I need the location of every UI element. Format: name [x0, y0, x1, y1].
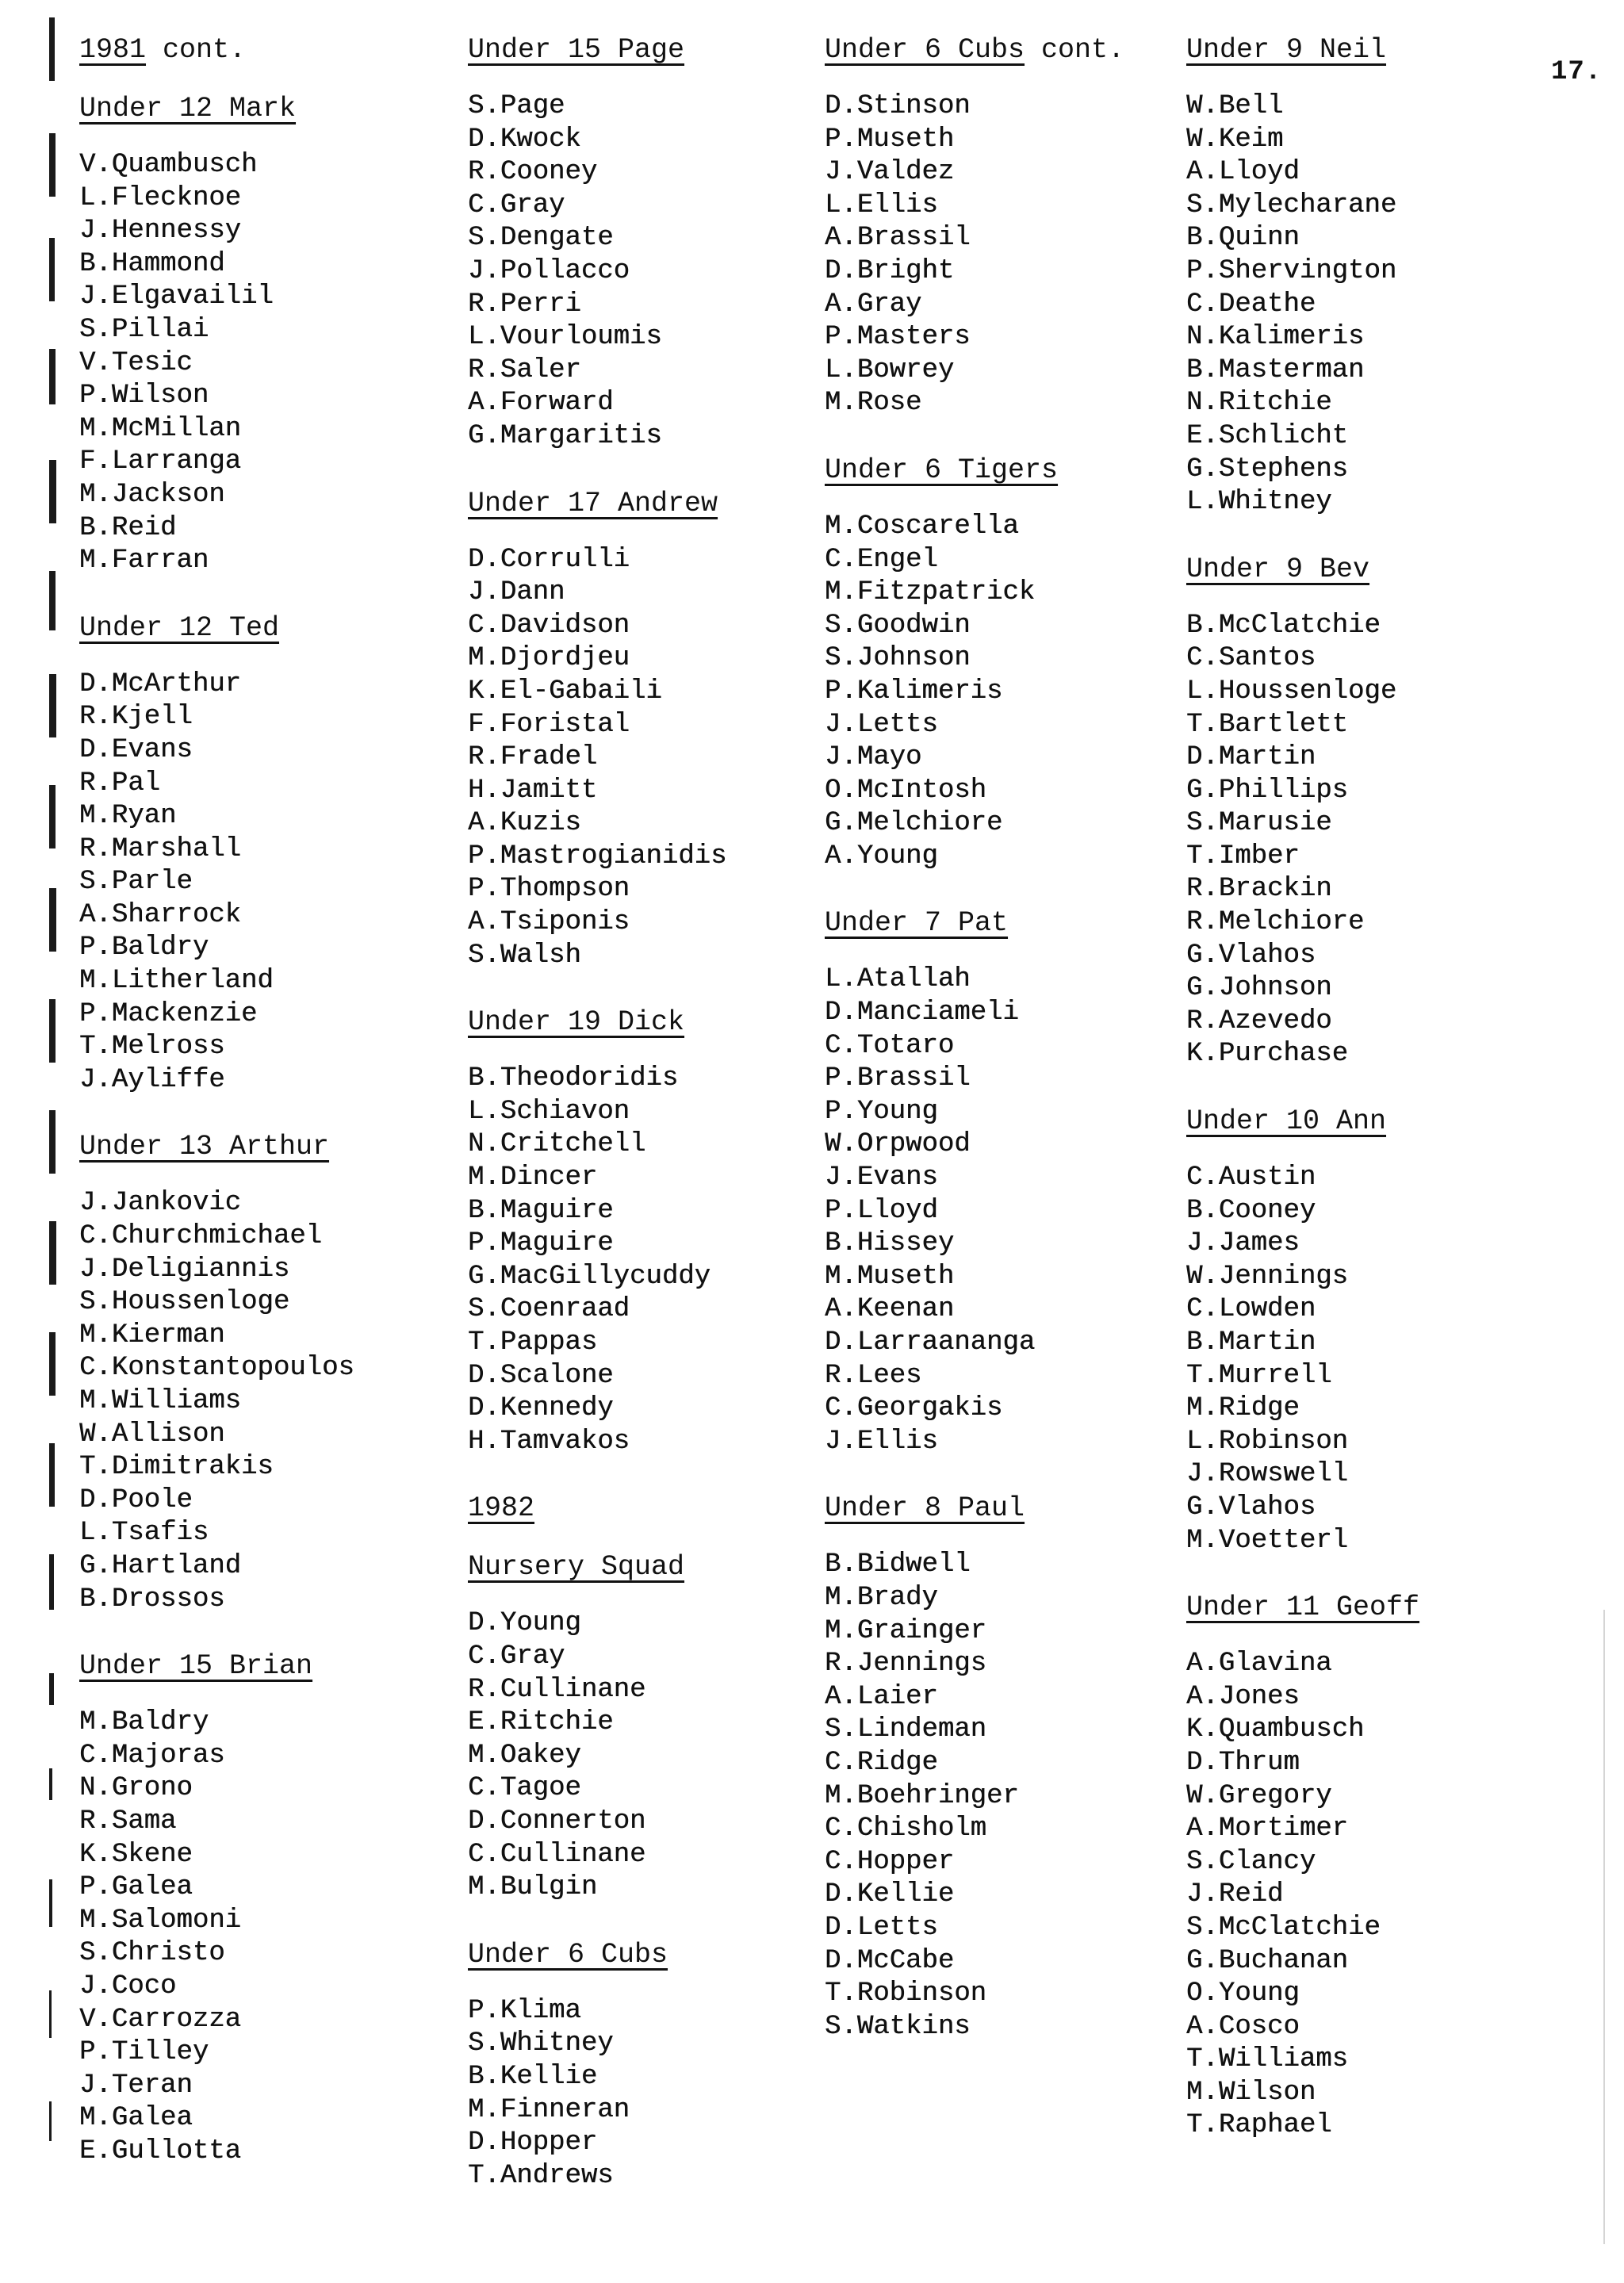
player-name: D.Thrum	[1186, 1747, 1300, 1778]
player-name: C.Santos	[1186, 643, 1316, 674]
player-list	[468, 544, 817, 973]
player-name: E.Gullotta	[79, 2136, 242, 2166]
player-name: W.Keim	[1186, 124, 1284, 155]
player-name: J.Jankovic	[79, 1188, 242, 1219]
player-name: R.Saler	[468, 354, 581, 385]
player-name: B.Theodoridis	[468, 1063, 679, 1094]
player-name: M.Bulgin	[468, 1872, 598, 1903]
player-name: E.Schlicht	[1186, 420, 1349, 451]
player-name: C.Austin	[1186, 1163, 1316, 1193]
player-name: J.Reid	[1186, 1879, 1284, 1910]
section-heading	[468, 32, 817, 68]
section-heading	[825, 1490, 1174, 1526]
player-name: W.Gregory	[1186, 1780, 1332, 1811]
player-list	[79, 1187, 428, 1616]
player-name: T.Raphael	[1186, 2110, 1332, 2141]
section-heading	[825, 905, 1174, 941]
roster-section	[825, 452, 1174, 874]
player-name: R.Cullinane	[468, 1674, 646, 1705]
section-heading	[468, 1004, 817, 1040]
player-list	[1186, 90, 1535, 519]
player-name: D.Hopper	[468, 2128, 598, 2159]
player-name: P.Mastrogianidis	[468, 841, 727, 871]
roster-section	[79, 32, 428, 68]
player-name: L.Vourloumis	[468, 322, 662, 353]
player-name: H.Jamitt	[468, 775, 598, 806]
player-name: L.Atallah	[825, 964, 971, 995]
player-name: P.Lloyd	[825, 1195, 938, 1226]
player-list	[825, 1549, 1174, 2044]
player-name: C.Gray	[468, 190, 565, 220]
roster-section	[1186, 32, 1535, 519]
section-heading	[468, 1490, 817, 1526]
player-name: J.Coco	[79, 1971, 177, 2001]
player-name: D.Larraananga	[825, 1327, 1036, 1358]
section-heading-text: 1981	[79, 34, 147, 66]
section-heading-text: Under 6 Cubs	[825, 34, 1025, 66]
player-list	[825, 511, 1174, 874]
player-name: J.Deligiannis	[79, 1254, 290, 1285]
player-name: M.Grainger	[825, 1615, 987, 1646]
player-name: L.Tsafis	[79, 1518, 209, 1549]
player-name: C.Totaro	[825, 1030, 955, 1061]
roster-section	[79, 90, 428, 578]
player-name: M.Ridge	[1186, 1393, 1300, 1424]
player-name: N.Kalimeris	[1186, 322, 1365, 353]
player-name: N.Critchell	[468, 1129, 646, 1160]
player-list	[468, 1607, 817, 1904]
player-name: A.Forward	[468, 388, 614, 419]
player-name: B.McClatchie	[1186, 610, 1381, 641]
player-name: L.Houssenloge	[1186, 676, 1397, 707]
player-name: K.Skene	[79, 1839, 193, 1870]
section-heading-suffix: cont.	[1025, 34, 1125, 66]
player-name: M.Brady	[825, 1582, 938, 1613]
player-name: O.Young	[1186, 1978, 1300, 2009]
player-name: G.Stephens	[1186, 454, 1349, 485]
section-heading	[1186, 32, 1535, 68]
player-name: M.Oakey	[468, 1740, 581, 1771]
roster-section	[1186, 551, 1535, 1071]
player-name: A.Mortimer	[1186, 1814, 1349, 1844]
player-name: D.Young	[468, 1608, 581, 1639]
player-name: J.Dann	[468, 577, 565, 608]
player-list	[468, 1063, 817, 1458]
player-name: P.Shervington	[1186, 255, 1397, 286]
player-name: L.Flecknoe	[79, 182, 242, 213]
player-name: S.Walsh	[468, 940, 581, 971]
player-name: C.Gray	[468, 1641, 565, 1672]
player-name: D.Kellie	[825, 1879, 955, 1910]
player-name: M.Boehringer	[825, 1780, 1019, 1811]
player-name: S.Johnson	[825, 643, 971, 674]
roster-column-2	[468, 32, 817, 2224]
player-name: A.Jones	[1186, 1681, 1300, 1712]
player-name: J.Valdez	[825, 157, 955, 188]
player-name: J.Elgavailil	[79, 282, 274, 312]
player-name: M.Djordjeu	[468, 643, 630, 674]
player-name: A.Sharrock	[79, 899, 242, 930]
player-name: R.Kjell	[79, 702, 193, 733]
player-name: B.Kellie	[468, 2061, 598, 2092]
page-number: 17.	[1551, 57, 1603, 87]
player-name: G.Melchiore	[825, 808, 1003, 839]
player-name: A.Cosco	[1186, 2011, 1300, 2042]
player-name: R.Perri	[468, 289, 581, 320]
player-name: G.Buchanan	[1186, 1945, 1349, 1976]
player-name: D.Stinson	[825, 91, 971, 121]
player-name: J.Ellis	[825, 1426, 938, 1457]
player-name: L.Bowrey	[825, 354, 955, 385]
section-heading-text: Under 10 Ann	[1186, 1105, 1387, 1138]
player-name: C.Lowden	[1186, 1294, 1316, 1325]
player-name: P.Brassil	[825, 1063, 971, 1094]
player-list	[1186, 1162, 1535, 1557]
player-name: S.Goodwin	[825, 610, 971, 641]
section-heading-text: Under 12 Mark	[79, 93, 297, 124]
section-heading-text: Under 6 Tigers	[825, 454, 1059, 486]
player-name: J.Pollacco	[468, 255, 630, 286]
player-name: M.Finneran	[468, 2094, 630, 2125]
player-name: K.Quambusch	[1186, 1714, 1365, 1745]
player-name: C.Tagoe	[468, 1773, 581, 1804]
player-name: M.Fitzpatrick	[825, 577, 1036, 608]
player-name: D.McCabe	[825, 1945, 955, 1976]
player-name: W.Allison	[79, 1419, 225, 1450]
player-name: T.Andrews	[468, 2160, 614, 2191]
player-name: P.Thompson	[468, 874, 630, 905]
player-name: S.McClatchie	[1186, 1912, 1381, 1943]
section-heading-text: Nursery Squad	[468, 1551, 685, 1584]
player-name: S.Watkins	[825, 2011, 971, 2042]
player-name: D.Evans	[79, 734, 193, 765]
player-name: M.Jackson	[79, 479, 225, 510]
player-name: D.Kwock	[468, 124, 581, 155]
player-name: G.Phillips	[1186, 775, 1349, 806]
player-name: L.Schiavon	[468, 1096, 630, 1127]
player-name: R.Fradel	[468, 742, 598, 773]
player-name: M.Dincer	[468, 1163, 598, 1193]
section-heading-text: Under 15 Brian	[79, 1650, 313, 1683]
section-heading-text: Under 12 Ted	[79, 611, 280, 644]
player-name: R.Azevedo	[1186, 1006, 1332, 1036]
player-name: C.Ridge	[825, 1747, 938, 1778]
player-name: P.Kalimeris	[825, 676, 1003, 707]
player-name: A.Laier	[825, 1681, 938, 1712]
player-name: C.Konstantopoulos	[79, 1353, 354, 1384]
player-name: M.Williams	[79, 1386, 242, 1416]
player-name: T.Imber	[1186, 841, 1300, 871]
player-name: D.Scalone	[468, 1360, 614, 1391]
player-name: N.Grono	[79, 1773, 193, 1804]
player-name: M.Wilson	[1186, 2077, 1316, 2108]
player-name: M.Voetterl	[1186, 1525, 1349, 1556]
section-heading-text: Under 15 Page	[468, 34, 685, 66]
player-name: E.Ritchie	[468, 1707, 614, 1738]
binding-hole-marks	[0, 0, 71, 2283]
player-name: D.Bright	[825, 255, 955, 286]
section-heading	[79, 90, 428, 127]
player-name: A.Lloyd	[1186, 157, 1300, 188]
player-name: V.Quambusch	[79, 150, 258, 180]
player-name: C.Hopper	[825, 1846, 955, 1877]
player-name: D.Kennedy	[468, 1393, 614, 1424]
player-name: T.Dimitrakis	[79, 1452, 274, 1483]
player-name: R.Sama	[79, 1806, 177, 1837]
player-name: D.Letts	[825, 1912, 938, 1943]
player-name: S.Coenraad	[468, 1294, 630, 1325]
player-name: R.Cooney	[468, 157, 598, 188]
player-name: D.Corrulli	[468, 544, 630, 575]
roster-section	[468, 1936, 817, 2193]
roster-section	[79, 1128, 428, 1616]
player-name: A.Glavina	[1186, 1649, 1332, 1680]
section-heading-text: Under 13 Arthur	[79, 1131, 330, 1163]
player-name: T.Williams	[1186, 2044, 1349, 2075]
player-name: J.Mayo	[825, 742, 922, 773]
player-name: M.McMillan	[79, 413, 242, 444]
player-name: J.Teran	[79, 2070, 193, 2101]
player-name: B.Bidwell	[825, 1549, 971, 1580]
player-name: P.Maguire	[468, 1228, 614, 1259]
player-name: A.Young	[825, 841, 938, 871]
player-name: P.Wilson	[79, 381, 209, 412]
player-name: A.Tsiponis	[468, 907, 630, 938]
section-heading-text: Under 7 Pat	[825, 907, 1009, 940]
section-heading-text: Under 9 Neil	[1186, 34, 1387, 66]
roster-section	[825, 32, 1174, 420]
section-heading	[79, 1128, 428, 1165]
player-name: S.Lindeman	[825, 1714, 987, 1745]
player-name: W.Bell	[1186, 91, 1284, 121]
player-name: T.Melross	[79, 1032, 225, 1063]
roster-section	[825, 905, 1174, 1458]
player-name: G.Vlahos	[1186, 940, 1316, 971]
player-name: P.Klima	[468, 1995, 581, 2026]
player-name: M.Salomoni	[79, 1905, 242, 1936]
player-name: S.Christo	[79, 1938, 225, 1969]
section-heading-text: Under 11 Geoff	[1186, 1592, 1420, 1624]
player-name: D.Martin	[1186, 742, 1316, 773]
player-name: S.Dengate	[468, 223, 614, 254]
player-name: B.Reid	[79, 512, 177, 543]
player-name: W.Orpwood	[825, 1129, 971, 1160]
player-name: S.Whitney	[468, 2028, 614, 2059]
player-name: S.Parle	[79, 867, 193, 898]
player-name: J.Hennessy	[79, 216, 242, 247]
player-name: B.Cooney	[1186, 1195, 1316, 1226]
player-name: P.Masters	[825, 322, 971, 353]
player-name: J.Rowswell	[1186, 1459, 1349, 1490]
roster-section	[79, 610, 428, 1097]
player-name: P.Baldry	[79, 933, 209, 963]
player-name: T.Pappas	[468, 1327, 598, 1358]
player-name: T.Murrell	[1186, 1360, 1332, 1391]
player-name: P.Young	[825, 1096, 938, 1127]
section-heading-suffix: cont.	[146, 34, 247, 66]
player-name: G.MacGillycuddy	[468, 1261, 711, 1292]
player-name: V.Carrozza	[79, 2004, 242, 2035]
player-list	[1186, 610, 1535, 1071]
player-name: D.Connerton	[468, 1806, 646, 1837]
player-name: M.Coscarella	[825, 511, 1019, 542]
player-name: G.Johnson	[1186, 973, 1332, 1004]
player-name: B.Drossos	[79, 1584, 225, 1615]
section-heading	[825, 452, 1174, 488]
player-list	[825, 963, 1174, 1458]
player-name: M.Rose	[825, 388, 922, 419]
section-heading-text: 1982	[468, 1492, 535, 1525]
section-heading	[468, 1936, 817, 1973]
player-name: G.Margaritis	[468, 420, 662, 451]
player-name: R.Lees	[825, 1360, 922, 1391]
player-name: R.Jennings	[825, 1649, 987, 1680]
player-name: F.Foristal	[468, 709, 630, 740]
player-name: M.Farran	[79, 546, 209, 576]
player-name: R.Brackin	[1186, 874, 1332, 905]
player-name: G.Vlahos	[1186, 1492, 1316, 1523]
player-name: B.Hammond	[79, 248, 225, 279]
player-name: S.Clancy	[1186, 1846, 1316, 1877]
page-edge-line	[1603, 1610, 1605, 2244]
player-name: B.Martin	[1186, 1327, 1316, 1358]
section-heading	[79, 610, 428, 646]
player-name: N.Ritchie	[1186, 388, 1332, 419]
player-name: L.Ellis	[825, 190, 938, 220]
player-name: P.Tilley	[79, 2037, 209, 2068]
player-name: P.Mackenzie	[79, 998, 258, 1029]
player-name: L.Whitney	[1186, 487, 1332, 518]
player-name: K.El-Gabaili	[468, 676, 662, 707]
player-name: C.Majoras	[79, 1740, 225, 1771]
section-heading	[825, 32, 1174, 68]
player-name: R.Marshall	[79, 833, 242, 864]
player-name: C.Cullinane	[468, 1839, 646, 1870]
roster-section	[825, 1490, 1174, 2044]
player-name: L.Robinson	[1186, 1426, 1349, 1457]
player-name: C.Churchmichael	[79, 1221, 323, 1252]
player-name: D.Manciameli	[825, 998, 1019, 1028]
section-heading-text: Under 17 Andrew	[468, 487, 718, 519]
player-name: D.McArthur	[79, 668, 242, 699]
player-name: D.Poole	[79, 1484, 193, 1515]
player-name: R.Melchiore	[1186, 907, 1365, 938]
player-list	[825, 90, 1174, 420]
player-name: B.Hissey	[825, 1228, 955, 1259]
player-name: K.Purchase	[1186, 1039, 1349, 1070]
player-list	[79, 1707, 428, 2168]
player-name: C.Georgakis	[825, 1393, 1003, 1424]
player-name: R.Pal	[79, 768, 161, 799]
section-heading-text: Under 9 Bev	[1186, 553, 1370, 585]
section-heading	[79, 32, 428, 68]
section-heading	[468, 1549, 817, 1585]
player-name: B.Quinn	[1186, 223, 1300, 254]
section-heading	[468, 485, 817, 522]
player-name: O.McIntosh	[825, 775, 987, 806]
player-name: C.Deathe	[1186, 289, 1316, 320]
player-name: J.Ayliffe	[79, 1064, 225, 1095]
player-name: P.Museth	[825, 124, 955, 155]
section-heading	[79, 1648, 428, 1684]
roster-section	[1186, 1589, 1535, 2143]
player-name: A.Gray	[825, 289, 922, 320]
roster-section	[468, 1549, 817, 1904]
player-name: S.Marusie	[1186, 808, 1332, 839]
section-heading-text: Under 19 Dick	[468, 1006, 685, 1039]
player-name: J.James	[1186, 1228, 1300, 1259]
roster-column-4	[1186, 32, 1535, 2174]
player-name: A.Keenan	[825, 1294, 955, 1325]
player-list	[468, 1995, 817, 2193]
player-name: M.Litherland	[79, 966, 274, 997]
section-heading-text: Under 6 Cubs	[468, 1938, 668, 1971]
player-name: A.Kuzis	[468, 808, 581, 839]
player-name: M.Galea	[79, 2103, 193, 2134]
player-name: C.Davidson	[468, 610, 630, 641]
player-name: J.Evans	[825, 1163, 938, 1193]
player-name: B.Maguire	[468, 1195, 614, 1226]
player-list	[468, 90, 817, 454]
roster-section	[79, 1648, 428, 2168]
player-name: J.Letts	[825, 709, 938, 740]
player-name: A.Brassil	[825, 223, 971, 254]
section-heading	[1186, 1103, 1535, 1140]
roster-section	[1186, 1103, 1535, 1557]
player-name: M.Museth	[825, 1261, 955, 1292]
player-name: T.Robinson	[825, 1978, 987, 2009]
player-name: S.Pillai	[79, 314, 209, 345]
roster-section	[468, 32, 817, 454]
roster-column-1	[79, 32, 428, 2200]
player-name: P.Galea	[79, 1872, 193, 1903]
player-name: S.Mylecharane	[1186, 190, 1397, 220]
roster-section	[468, 1004, 817, 1458]
player-name: C.Engel	[825, 544, 938, 575]
player-name: F.Larranga	[79, 446, 242, 477]
player-name: G.Hartland	[79, 1550, 242, 1581]
section-heading	[1186, 551, 1535, 588]
player-name: C.Chisholm	[825, 1814, 987, 1844]
section-heading-text: Under 8 Paul	[825, 1492, 1025, 1525]
player-name: M.Kierman	[79, 1320, 225, 1350]
section-heading	[1186, 1589, 1535, 1626]
player-list	[1186, 1648, 1535, 2143]
player-name: M.Ryan	[79, 801, 177, 832]
player-list	[79, 149, 428, 578]
player-list	[79, 668, 428, 1097]
player-name: S.Houssenloge	[79, 1287, 290, 1318]
roster-section	[468, 1490, 817, 1526]
roster-section	[468, 485, 817, 973]
player-name: V.Tesic	[79, 347, 193, 378]
roster-column-3	[825, 32, 1174, 2075]
player-name: S.Page	[468, 91, 565, 121]
player-name: T.Bartlett	[1186, 709, 1349, 740]
player-name: B.Masterman	[1186, 354, 1365, 385]
player-name: H.Tamvakos	[468, 1426, 630, 1457]
player-name: W.Jennings	[1186, 1261, 1349, 1292]
player-name: M.Baldry	[79, 1707, 209, 1738]
